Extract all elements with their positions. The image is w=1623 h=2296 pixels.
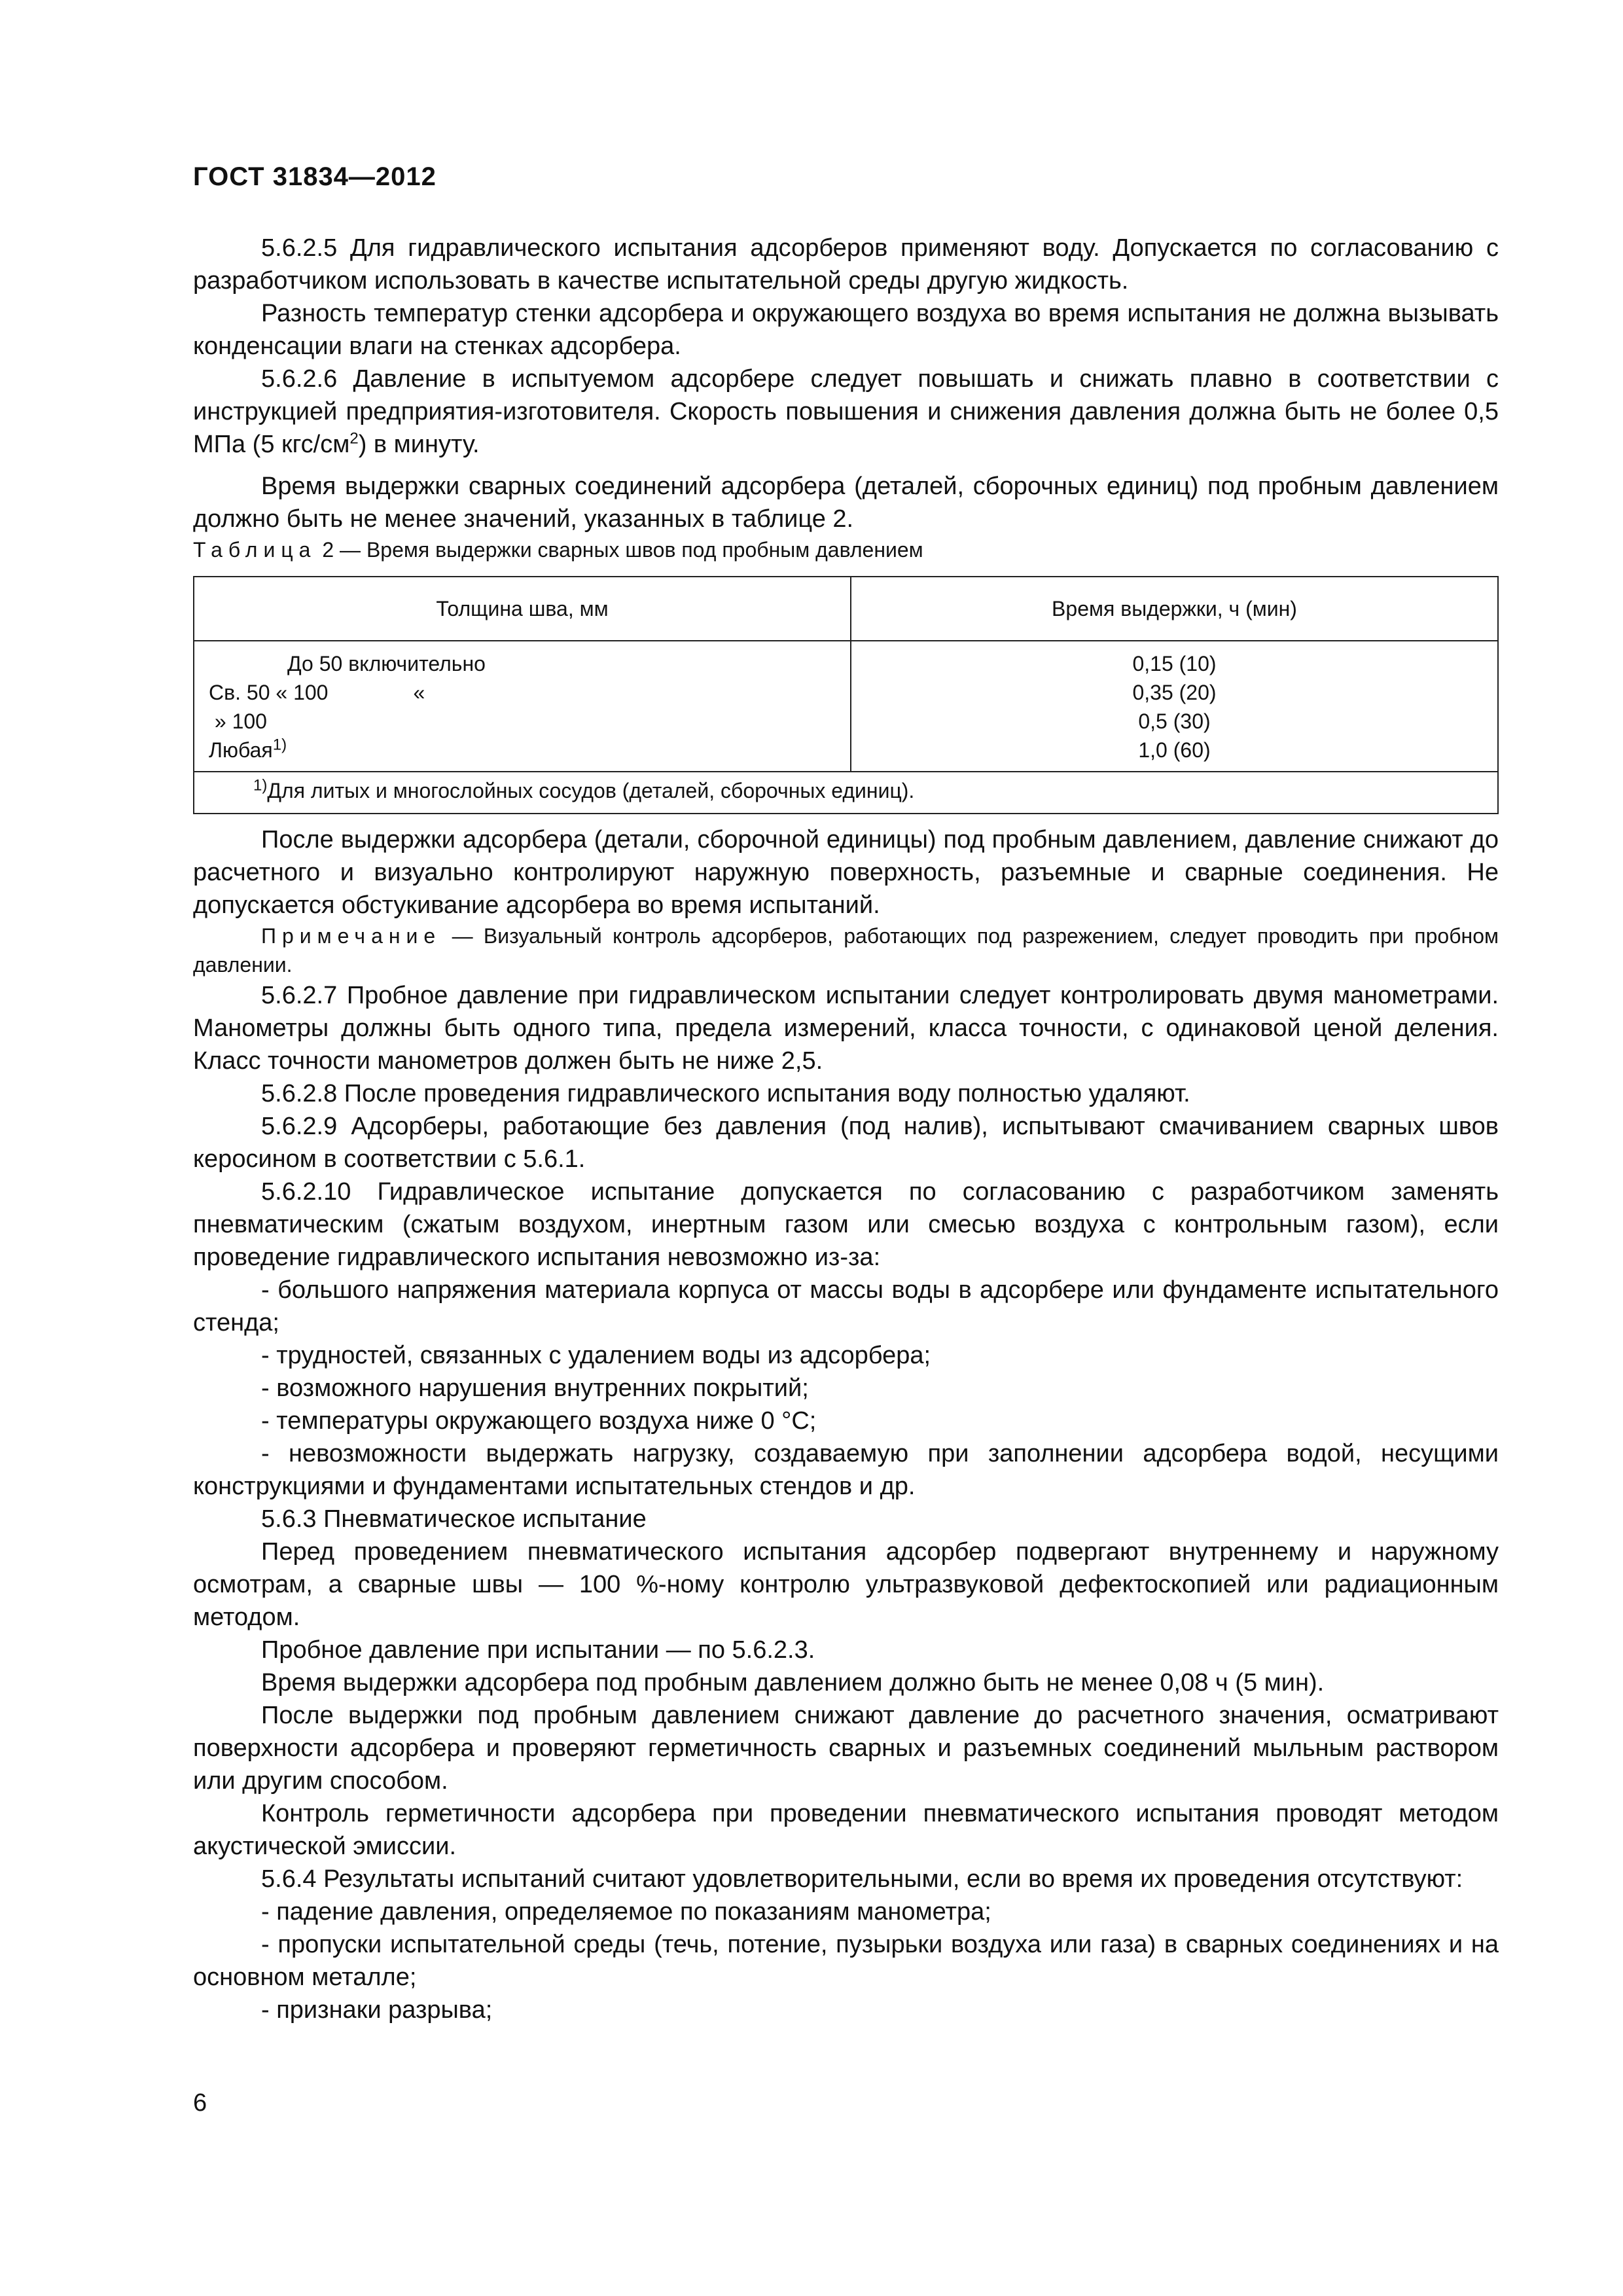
table-cell: 1,0 (60): [1138, 738, 1211, 762]
paragraph-5625: 5.6.2.5 Для гидравлического испытания адсорберов применяют воду. Допускается по согласованию с разработчиком использовать в качестве испытательной среды другую жидкость.: [193, 234, 1499, 295]
paragraph-5628: 5.6.2.8 После проведения гидравлического испытания воду полностью удаляют.: [261, 1080, 1190, 1107]
list-item: - признаки разрыва;: [261, 1996, 493, 2024]
table-2: [193, 576, 1499, 814]
list-item: - падение давления, определяемое по показаниям манометра;: [261, 1898, 991, 1926]
footnote-text: Для литых и многослойных сосудов (деталей, сборочных единиц).: [267, 779, 915, 802]
note-text: — Визуальный контроль адсорберов, работающих под разрежением, следует проводить при пробном давлении.: [193, 924, 1499, 977]
list-item: - невозможности выдержать нагрузку, создаваемую при заполнении адсорбера водой, несущими конструкциями и фундаментами испытательных стендов и др.: [193, 1440, 1499, 1500]
table-caption-label: Таблица: [193, 538, 317, 562]
table-header-thickness: Толщина шва, мм: [194, 577, 851, 641]
paragraph-leak-control: Контроль герметичности адсорбера при проведении пневматического испытания проводят методом акустической эмиссии.: [193, 1800, 1499, 1860]
paragraph-hold-time: Время выдержки сварных соединений адсорбера (деталей, сборочных единиц) под пробным давлением должно быть не менее значений, указанных в таблице 2.: [193, 473, 1499, 533]
list-item: - возможного нарушения внутренних покрытий;: [261, 1374, 809, 1402]
paragraph-564: 5.6.4 Результаты испытаний считают удовлетворительными, если во время их проведения отсутствуют:: [261, 1865, 1463, 1893]
footnote-mark: 1): [253, 776, 268, 795]
table-cell: » 100: [214, 709, 267, 733]
list-item: - большого напряжения материала корпуса от массы воды в адсорбере или фундаменте испытательного стенда;: [193, 1276, 1499, 1336]
table-cell: Любая$^{1)}$: [209, 736, 287, 762]
paragraph-5626: [193, 363, 1499, 461]
paragraph-5627: 5.6.2.7 Пробное давление при гидравлическом испытании следует контролировать двумя манометрами. Манометры должны быть одного типа, предела измерений, класса точности, с одинаковой ценой деления. Класс точности манометров должен быть не ниже 2,5.: [193, 982, 1499, 1075]
note-label: Примечание: [261, 924, 442, 948]
paragraph-5626-text: 5.6.2.6 Давление в испытуемом адсорбере следует повышать и снижать плавно в соответствии с инструкцией предприятия-изготовителя. Скорость повышения и снижения давления должна быть не более 0,5 МПа (5 кгс/см: [193, 365, 1499, 458]
paragraph-5629: 5.6.2.9 Адсорберы, работающие без давления (под налив), испытывают смачиванием сварных швов керосином в соответствии с 5.6.1.: [193, 1113, 1499, 1173]
table-cell: 0,15 (10): [1132, 652, 1217, 675]
note: [193, 922, 1499, 979]
list-item: - трудностей, связанных с удалением воды из адсорбера;: [261, 1342, 931, 1369]
paragraph-after-hold: После выдержки под пробным давлением снижают давление до расчетного значения, осматривают поверхности адсорбера и проверяют герметичность сварных и разъемных соединений мыльным раствором или другим способом.: [193, 1702, 1499, 1795]
list-item: - температуры окружающего воздуха ниже 0 °С;: [261, 1407, 817, 1435]
table-caption: [193, 535, 1499, 564]
table-cell: Св. 50 « 100 «: [209, 681, 425, 704]
table-header-hold-time: Время выдержки, ч (мин): [851, 577, 1498, 641]
table-cell: 0,35 (20): [1132, 681, 1217, 704]
table-caption-text: 2 — Время выдержки сварных швов под пробным давлением: [316, 538, 923, 562]
page-header-doc-id: ГОСТ 31834—2012: [193, 162, 437, 191]
paragraph-56210: 5.6.2.10 Гидравлическое испытание допускается по согласованию с разработчиком заменять пневматическим (сжатым воздухом, инертным газом или смесью воздуха с контрольным газом), если проведение гидравлического испытания невозможно из-за:: [193, 1178, 1499, 1271]
table-col-thickness: [194, 641, 851, 772]
superscript-2: 2: [349, 429, 359, 448]
paragraph-5626-tail: ) в минуту.: [358, 431, 480, 458]
paragraph-temperature: Разность температур стенки адсорбера и окружающего воздуха во время испытания не должна вызывать конденсации влаги на стенках адсорбера.: [193, 300, 1499, 360]
section-heading-563: 5.6.3 Пневматическое испытание: [261, 1505, 647, 1533]
paragraph-inspection: Перед проведением пневматического испытания адсорбер подвергают внутреннему и наружному осмотрам, а сварные швы — 100 %-ному контролю ультразвуковой дефектоскопией или радиационным методом.: [193, 1538, 1499, 1631]
list-item: - пропуски испытательной среды (течь, потение, пузырьки воздуха или газа) в сварных соединениях и на основном металле;: [193, 1931, 1499, 1991]
paragraph-hold-min: Время выдержки адсорбера под пробным давлением должно быть не менее 0,08 ч (5 мин).: [261, 1669, 1325, 1696]
page-number: 6: [193, 2089, 207, 2117]
table-footnote: [194, 772, 1498, 814]
paragraph-after-table: После выдержки адсорбера (детали, сборочной единицы) под пробным давлением, давление снижают до расчетного и визуально контролируют наружную поверхность, разъемные и сварные соединения. Не допускается обстукивание адсорбера во время испытаний.: [193, 826, 1499, 919]
paragraph-test-pressure: Пробное давление при испытании — по 5.6.2.3.: [261, 1636, 815, 1664]
document-body: [193, 232, 1499, 2026]
table-col-hold-time: [851, 641, 1498, 772]
table-cell: 0,5 (30): [1138, 709, 1211, 733]
table-cell: До 50 включительно: [287, 652, 486, 675]
